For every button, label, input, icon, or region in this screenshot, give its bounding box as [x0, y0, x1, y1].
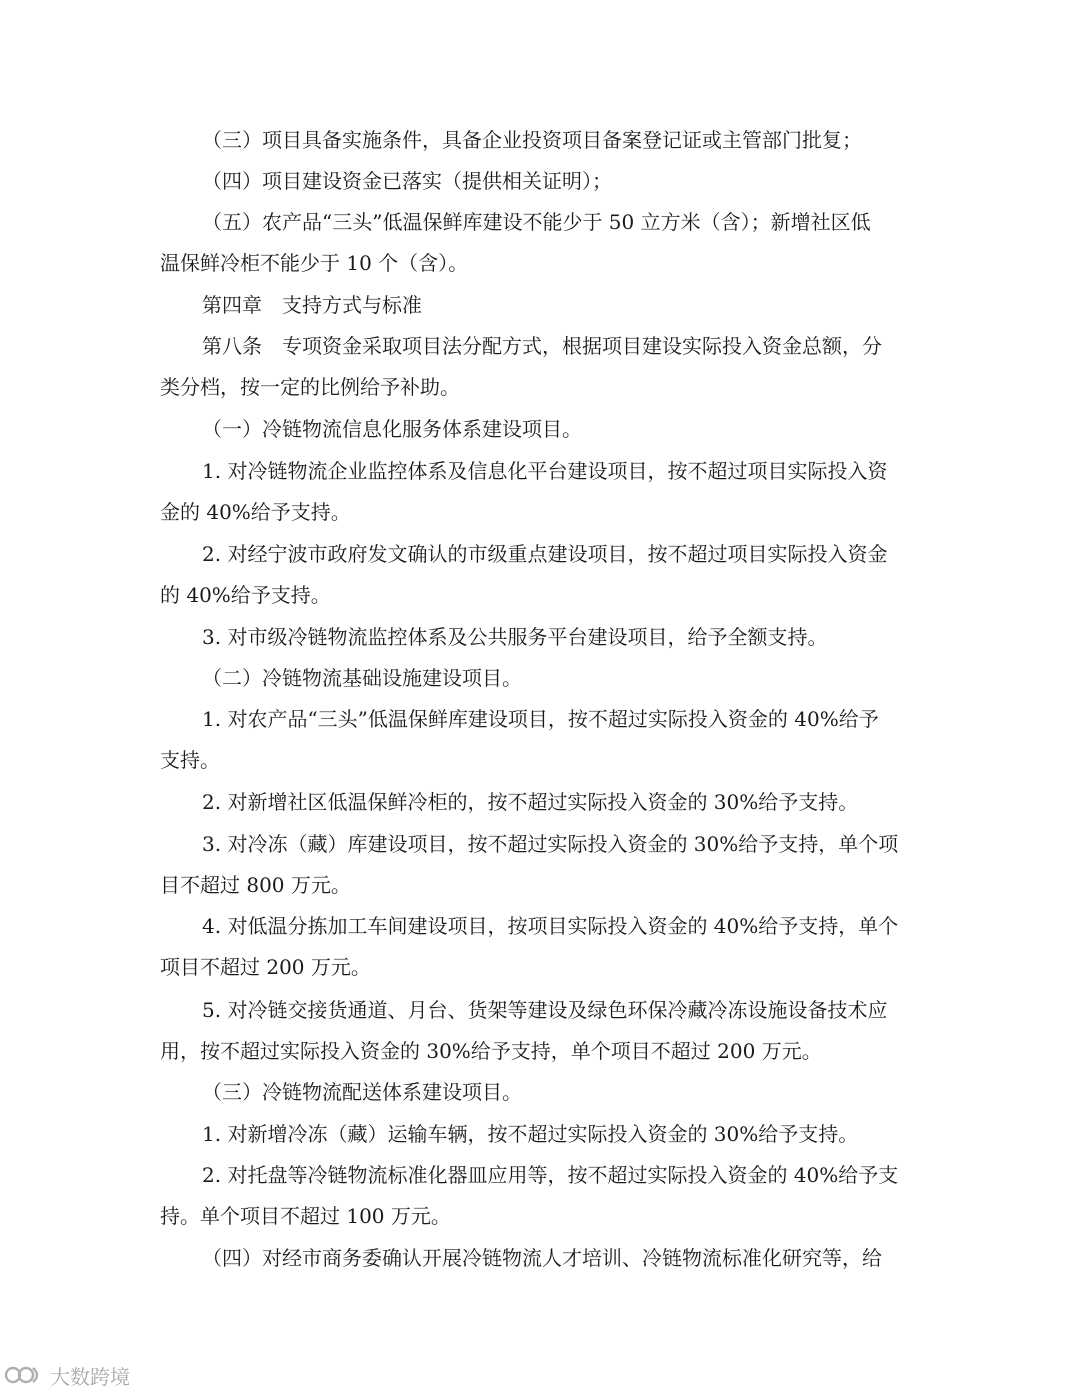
text-line: 的 40%给予支持。	[160, 583, 331, 607]
text-line: （五）农产品“三头”低温保鲜库建设不能少于 50 立方米（含）；新增社区低	[202, 210, 871, 234]
text-line: （四）项目建设资金已落实（提供相关证明）；	[202, 169, 612, 193]
text-line: 支持。	[160, 748, 220, 772]
text-line: 目不超过 800 万元。	[160, 873, 351, 897]
text-line: 金的 40%给予支持。	[160, 500, 351, 524]
watermark	[4, 1358, 130, 1392]
text-line: （二）冷链物流基础设施建设项目。	[202, 666, 522, 690]
list-item	[160, 990, 922, 1072]
text-line: 1. 对农产品“三头”低温保鲜库建设项目，按不超过实际投入资金的 40%给予	[202, 707, 879, 731]
text-line: 用，按不超过实际投入资金的 30%给予支持，单个项目不超过 200 万元。	[160, 1039, 822, 1063]
list-item	[160, 906, 922, 988]
text-line: 1. 对冷链物流企业监控体系及信息化平台建设项目，按不超过项目实际投入资	[202, 459, 888, 483]
section-heading-training	[160, 1238, 922, 1279]
list-item	[160, 1114, 922, 1155]
text-line: 第四章 支持方式与标准	[202, 293, 422, 317]
list-item	[160, 534, 922, 616]
text-line: 持。单个项目不超过 100 万元。	[160, 1204, 451, 1228]
paragraph-funds-ready	[160, 161, 922, 202]
text-line: 1. 对新增冷冻（藏）运输车辆，按不超过实际投入资金的 30%给予支持。	[202, 1122, 859, 1146]
text-line: 项目不超过 200 万元。	[160, 955, 371, 979]
list-item	[160, 617, 922, 658]
text-line: （三）冷链物流配送体系建设项目。	[202, 1080, 522, 1104]
text-line: 3. 对冷冻（藏）库建设项目，按不超过实际投入资金的 30%给予支持，单个项	[202, 832, 899, 856]
text-line: 3. 对市级冷链物流监控体系及公共服务平台建设项目，给予全额支持。	[202, 625, 828, 649]
paragraph-storage-minimum	[160, 202, 922, 284]
text-line: 2. 对托盘等冷链物流标准化器皿应用等，按不超过实际投入资金的 40%给予支	[202, 1163, 899, 1187]
text-line: （四）对经市商务委确认开展冷链物流人才培训、冷链物流标准化研究等，给	[202, 1246, 882, 1270]
text-line: 温保鲜冷柜不能少于 10 个（含）。	[160, 251, 469, 275]
paragraph-project-conditions	[160, 120, 922, 161]
text-line: （三）项目具备实施条件，具备企业投资项目备案登记证或主管部门批复；	[202, 128, 862, 152]
text-line: （一）冷链物流信息化服务体系建设项目。	[202, 417, 582, 441]
text-line: 第八条 专项资金采取项目法分配方式，根据项目建设实际投入资金总额，分	[202, 334, 882, 358]
list-item	[160, 699, 922, 781]
watermark-text: 大数跨境	[50, 1364, 130, 1389]
text-line: 4. 对低温分拣加工车间建设项目，按项目实际投入资金的 40%给予支持，单个	[202, 914, 899, 938]
brand-logo-icon	[4, 1362, 44, 1388]
list-item	[160, 824, 922, 906]
article-eight	[160, 326, 922, 408]
section-heading-infrastructure	[160, 658, 922, 699]
text-line: 2. 对新增社区低温保鲜冷柜的，按不超过实际投入资金的 30%给予支持。	[202, 790, 859, 814]
text-line: 2. 对经宁波市政府发文确认的市级重点建设项目，按不超过项目实际投入资金	[202, 542, 888, 566]
list-item	[160, 782, 922, 823]
section-heading-distribution	[160, 1072, 922, 1113]
section-heading-informatization	[160, 409, 922, 450]
list-item	[160, 451, 922, 533]
text-line: 5. 对冷链交接货通道、月台、货架等建设及绿色环保冷藏冷冻设施设备技术应	[202, 998, 888, 1022]
list-item	[160, 1155, 922, 1237]
text-line: 类分档，按一定的比例给予补助。	[160, 375, 460, 399]
chapter-heading	[160, 285, 922, 326]
